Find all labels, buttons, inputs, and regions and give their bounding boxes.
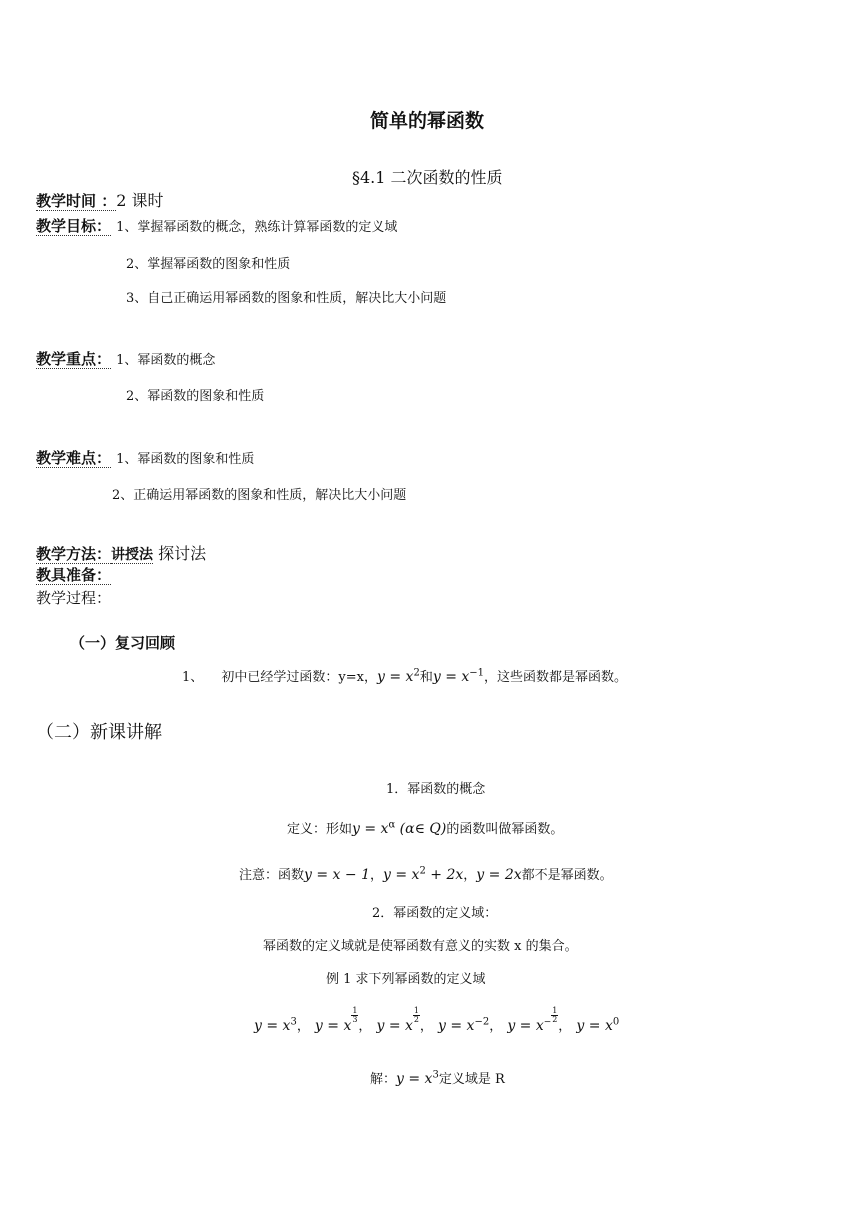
review-item-tail: ，这些函数都是幂函数。 bbox=[484, 670, 628, 685]
review-and-text: 和 bbox=[419, 670, 433, 685]
teaching-time-label: 教学时间 ： bbox=[36, 192, 117, 210]
definition-line bbox=[287, 818, 563, 837]
domain-text: 幂函数的定义域就是使幂函数有意义的实数 x 的集合。 bbox=[263, 939, 578, 954]
teaching-time-value: 2 课时 bbox=[116, 191, 164, 210]
difficulties-label: 教学难点： bbox=[36, 449, 112, 467]
note-suffix: 都不是幂函数。 bbox=[521, 868, 613, 883]
example-func: $y = x^3$ bbox=[254, 1016, 297, 1034]
formula-2x: y = 2x bbox=[476, 867, 522, 883]
example-func: y = x $\frac{1}{2}$ bbox=[376, 1006, 419, 1034]
difficulty-item: 2、正确运用幂函数的图象和性质，解决比大小问题 bbox=[112, 488, 407, 503]
formula-x2-plus-2x: $y = x^2 + 2x$ bbox=[383, 865, 464, 883]
teaching-process-label: 教学过程： bbox=[36, 589, 112, 607]
formula-definition: $y = x^\alpha$ (α∈ Q) bbox=[352, 819, 447, 837]
key-points-row bbox=[36, 348, 215, 369]
teaching-goals-label: 教学目标： bbox=[36, 217, 112, 235]
solution-prefix: 解： bbox=[370, 1072, 397, 1087]
teaching-method-row bbox=[36, 541, 206, 564]
new-lesson-heading: （二）新课讲解 bbox=[36, 722, 162, 743]
teaching-method-label: 教学方法： bbox=[36, 545, 112, 563]
key-points-label: 教学重点： bbox=[36, 350, 112, 368]
example-func: $y = x^{-2}$ bbox=[438, 1016, 490, 1034]
example-functions: $y = x^3$， y = x $\frac{1}{3}$ ， y = x $\frac{1}{2}$ ， $y = x^{-2}$， y = x− $\frac{1}{2}$ ， $y = x^0$ bbox=[254, 1006, 620, 1034]
formula-y-x-squared: $y = x^2$ bbox=[377, 667, 420, 685]
goal-item: 1、掌握幂函数的概念，熟练计算幂函数的定义域 bbox=[116, 220, 398, 235]
domain-title: 2．幂函数的定义域： bbox=[372, 906, 498, 921]
example-func: $y = x^0$ bbox=[576, 1016, 620, 1034]
teaching-method-value2: 探讨法 bbox=[158, 544, 207, 563]
teaching-time-row bbox=[36, 188, 164, 211]
section-subtitle: §4.1 二次函数的性质 bbox=[352, 168, 503, 187]
example-title: 例 1 求下列幂函数的定义域 bbox=[326, 972, 486, 987]
teaching-goals-row bbox=[36, 215, 397, 236]
teaching-tools-label: 教具准备： bbox=[36, 566, 112, 584]
goal-item: 2、掌握幂函数的图象和性质 bbox=[126, 257, 291, 272]
solution-suffix: 定义域是 R bbox=[438, 1072, 505, 1087]
note-prefix: 注意：函数 bbox=[239, 868, 305, 883]
teaching-method-value1: 讲授法 bbox=[111, 547, 154, 563]
example-func: y = x− $\frac{1}{2}$ bbox=[507, 1006, 558, 1034]
review-heading: （一）复习回顾 bbox=[70, 634, 176, 652]
example-func: y = x $\frac{1}{3}$ bbox=[314, 1006, 358, 1034]
goal-item: 3、自己正确运用幂函数的图象和性质，解决比大小问题 bbox=[126, 291, 447, 306]
formula-y-x-inverse: $y = x^{-1}$ bbox=[432, 667, 485, 685]
definition-suffix: 的函数叫做幂函数。 bbox=[446, 822, 564, 837]
review-item-text: 初中已经学过函数：y=x， bbox=[221, 670, 377, 685]
teaching-tools-row bbox=[36, 564, 111, 585]
review-item-number: 1、 bbox=[182, 670, 204, 685]
page-title: 简单的幂函数 bbox=[370, 110, 485, 132]
concept-title: 1．幂函数的概念 bbox=[386, 782, 486, 797]
definition-prefix: 定义：形如 bbox=[287, 822, 353, 837]
formula-x-minus-1: y = x − 1 bbox=[304, 867, 370, 883]
review-item bbox=[182, 666, 627, 685]
difficulty-item: 1、幂函数的图象和性质 bbox=[116, 452, 255, 467]
key-point-item: 2、幂函数的图象和性质 bbox=[126, 389, 265, 404]
key-point-item: 1、幂函数的概念 bbox=[116, 353, 216, 368]
formula-solution: $y = x^3$ bbox=[396, 1069, 439, 1087]
solution-line bbox=[370, 1068, 505, 1087]
difficulties-row bbox=[36, 447, 254, 468]
note-line: 注意：函数y = x − 1，$y = x^2 + 2x$，y = 2x都不是幂函数。 bbox=[239, 865, 613, 883]
